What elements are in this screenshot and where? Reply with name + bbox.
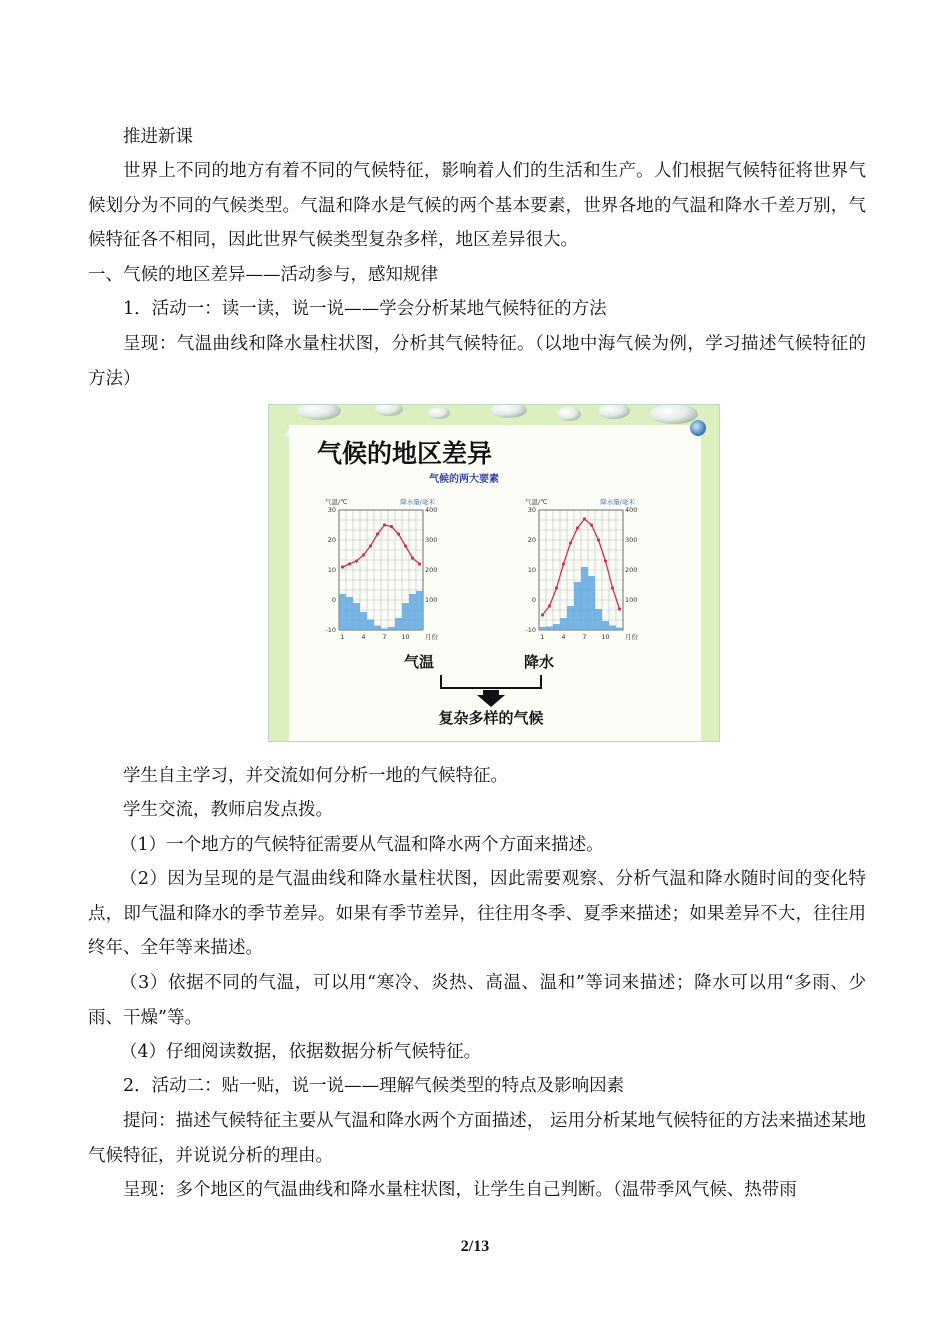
- y-tick-left: 10: [327, 566, 336, 574]
- precip-bar: [388, 627, 395, 630]
- temperature-point: [362, 553, 365, 556]
- temperature-point: [341, 565, 344, 568]
- precip-bar: [381, 629, 388, 631]
- item-4: （4）仔细阅读数据，依据数据分析气候特征。: [120, 1042, 482, 1062]
- precip-bar: [346, 597, 353, 630]
- precip-bar: [588, 576, 595, 630]
- x-tick: 10: [401, 633, 410, 641]
- temperature-point: [397, 532, 400, 535]
- precip-bar: [567, 606, 574, 630]
- y-axis-left-label: 气温/℃: [525, 498, 548, 506]
- x-axis-label: 月份: [625, 633, 638, 641]
- precip-bar: [574, 582, 581, 630]
- precip-bar: [546, 626, 553, 630]
- exchange: 学生交流，教师启发点拨。: [123, 800, 333, 820]
- precip-bar: [539, 627, 546, 630]
- globe-icon: [690, 420, 706, 436]
- y-tick-right: 400: [625, 506, 638, 514]
- section-title: 推进新课: [123, 127, 193, 147]
- temperature-point: [555, 586, 558, 589]
- x-tick: 4: [561, 633, 566, 641]
- y-tick-right: 200: [625, 566, 638, 574]
- page-number: 2/13: [460, 1238, 490, 1255]
- precip-bar: [402, 603, 409, 630]
- y-tick-left: 20: [527, 536, 536, 544]
- temperature-label: 气温: [403, 653, 435, 671]
- y-tick-left: 30: [327, 506, 336, 514]
- y-tick-left: -10: [325, 626, 336, 634]
- temperature-point: [562, 562, 565, 565]
- heading-1: 一、气候的地区差异——活动参与，感知规律: [88, 265, 438, 285]
- x-axis-label: 月份: [425, 633, 438, 641]
- result-label: 复杂多样的气候: [438, 709, 544, 727]
- self-study: 学生自主学习，并交流如何分析一地的气候特征。: [123, 766, 508, 786]
- figure-subtitle: 气候的两大要素: [429, 474, 499, 485]
- temperature-point: [618, 607, 621, 610]
- y-tick-left: 20: [327, 536, 336, 544]
- precip-bar: [367, 620, 374, 631]
- climate-figure: [268, 404, 720, 742]
- precip-bar: [353, 603, 360, 630]
- temperature-point: [583, 517, 586, 520]
- temperature-point: [541, 613, 544, 616]
- temperature-point: [355, 559, 358, 562]
- y-tick-left: 0: [531, 596, 536, 604]
- item-3: （3）依据不同的气温，可以用“寒冷、炎热、高温、温和”等词来描述；降水可以用“多雨、少雨、干燥”等。: [88, 973, 866, 1028]
- temperature-point: [376, 532, 379, 535]
- temperature-point: [576, 526, 579, 529]
- item-2: （2）因为呈现的是气温曲线和降水量柱状图，因此需要观察、分析气温和降水随时间的变化特点，即气温和降水的季节差异。如果有季节差异，往往用冬季、夏季来描述；如果差异不大，往往用终年、全年等来描述。: [88, 869, 866, 958]
- precip-bar: [553, 624, 560, 630]
- activity-1: 1．活动一：读一读，说一说——学会分析某地气候特征的方法: [123, 299, 607, 319]
- precipitation-label: 降水: [523, 653, 555, 671]
- precip-bar: [560, 618, 567, 630]
- y-tick-right: 300: [425, 536, 438, 544]
- y-axis-right-label: 降水量/毫米: [400, 498, 435, 506]
- temperature-point: [548, 604, 551, 607]
- precip-bar: [360, 612, 367, 630]
- y-tick-left: 30: [527, 506, 536, 514]
- y-tick-right: 300: [625, 536, 638, 544]
- temperature-point: [590, 523, 593, 526]
- temperature-point: [597, 538, 600, 541]
- item-1: （1）一个地方的气候特征需要从气温和降水两个方面来描述。: [120, 835, 604, 855]
- intro-paragraph: 世界上不同的地方有着不同的气候特征，影响着人们的生活和生产。人们根据气候特征将世界气候划分为不同的气候类型。气温和降水是气候的两个基本要素，世界各地的气温和降水千差万别，气候特征各不相同，因此世界气候类型复杂多样，地区差异很大。: [88, 161, 866, 250]
- climate-figure-svg: [269, 405, 720, 742]
- x-tick: 1: [340, 633, 345, 641]
- temperature-point: [369, 544, 372, 547]
- y-tick-right: 400: [425, 506, 438, 514]
- y-tick-right: 100: [625, 596, 638, 604]
- figure-title: 气候的地区差异: [317, 439, 493, 468]
- temperature-point: [611, 586, 614, 589]
- temperature-point: [404, 544, 407, 547]
- temperature-point: [411, 556, 414, 559]
- y-tick-left: -10: [525, 626, 536, 634]
- temperature-point: [604, 559, 607, 562]
- precip-bar: [609, 626, 616, 631]
- question: 提问：描述气候特征主要从气温和降水两个方面描述， 运用分析某地气候特征的方法来描述某地气候特征，并说说分析的理由。: [88, 1111, 866, 1166]
- temperature-point: [390, 525, 393, 528]
- temperature-point: [383, 523, 386, 526]
- temperature-point: [418, 562, 421, 565]
- activity-2: 2．活动二：贴一贴，说一说——理解气候类型的特点及影响因素: [123, 1076, 625, 1096]
- x-tick: 4: [361, 633, 366, 641]
- precip-bar: [409, 594, 416, 630]
- precip-bar: [374, 626, 381, 631]
- precip-bar: [339, 594, 346, 630]
- y-tick-right: 100: [425, 596, 438, 604]
- precip-bar: [602, 621, 609, 630]
- present-1: 呈现：气温曲线和降水量柱状图，分析其气候特征。（以地中海气候为例，学习描述气候特征的方法）: [88, 334, 866, 389]
- precip-bar: [581, 567, 588, 630]
- precip-bar: [416, 591, 423, 630]
- temperature-point: [569, 541, 572, 544]
- precip-bar: [595, 609, 602, 630]
- present-2: 呈现：多个地区的气温曲线和降水量柱状图，让学生自己判断。（温带季风气候、热带雨: [123, 1180, 797, 1200]
- y-axis-left-label: 气温/℃: [325, 498, 348, 506]
- y-axis-right-label: 降水量/毫米: [600, 498, 635, 506]
- y-tick-left: 10: [527, 566, 536, 574]
- precip-bar: [395, 618, 402, 630]
- x-tick: 10: [601, 633, 610, 641]
- x-tick: 1: [540, 633, 545, 641]
- y-tick-right: 200: [425, 566, 438, 574]
- y-tick-left: 0: [331, 596, 336, 604]
- x-tick: 7: [582, 633, 587, 641]
- precip-bar: [616, 628, 623, 630]
- x-tick: 7: [382, 633, 387, 641]
- temperature-point: [348, 562, 351, 565]
